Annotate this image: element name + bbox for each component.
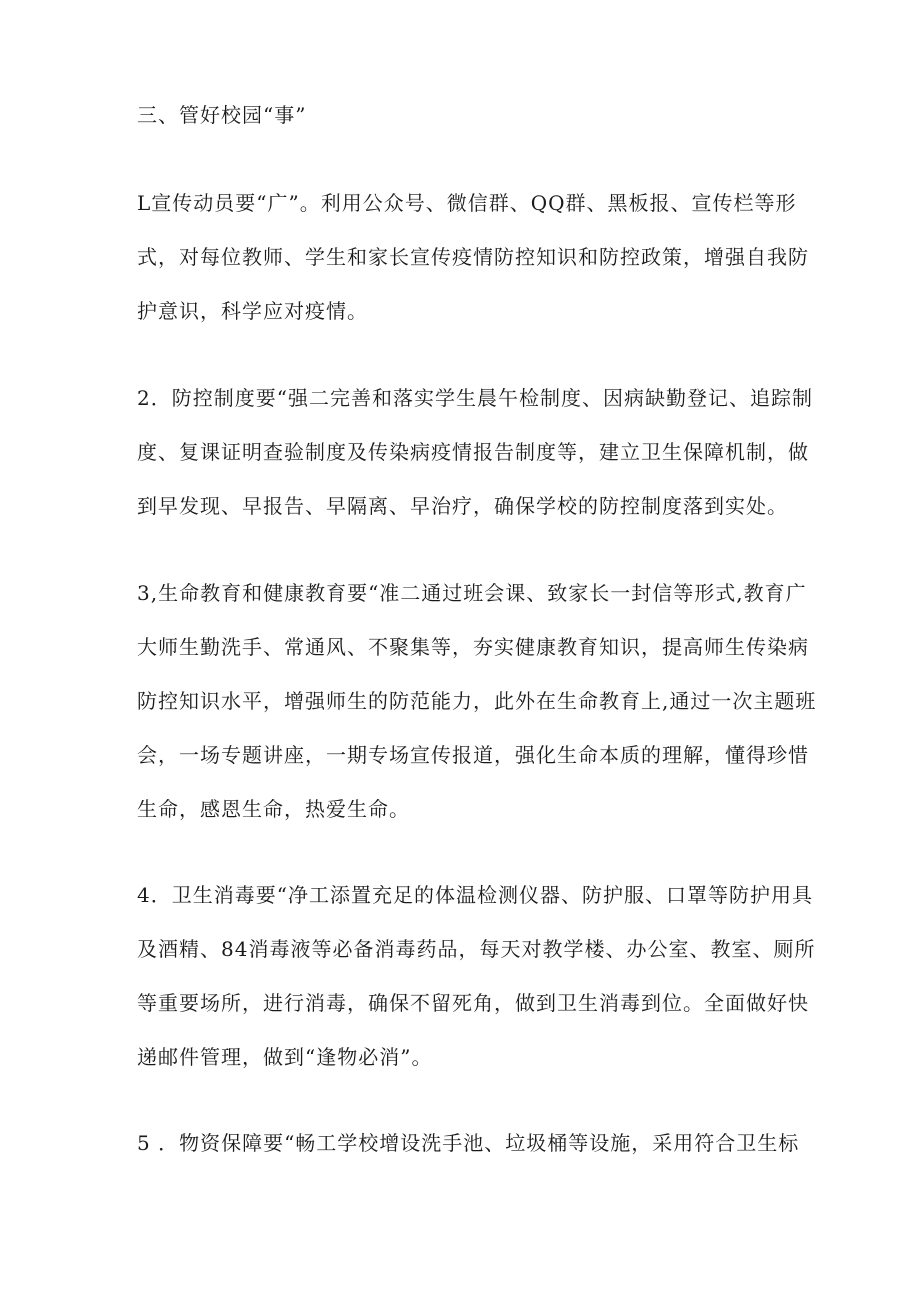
paragraph-line: 式，对每位教师、学生和家长宣传疫情防控知识和防控政策，增强自我防	[137, 245, 809, 269]
paragraph-line: 及酒精、84消毒液等必备消毒药品，每天对教学楼、办公室、教室、厕所	[137, 937, 816, 961]
paragraph-supplies	[137, 1128, 800, 1182]
paragraph-disinfection	[137, 880, 816, 1096]
paragraph-line: 生命，感恩生命，热爱生命。	[137, 797, 410, 821]
paragraph-line: 5 ．物资保障要“畅工学校增设洗手池、垃圾桶等设施，采用符合卫生标	[137, 1131, 800, 1155]
paragraph-health-education	[137, 578, 817, 848]
paragraph-line: 护意识，科学应对疫情。	[137, 299, 368, 323]
paragraph-line: 度、复课证明查验制度及传染病疫情报告制度等，建立卫生保障机制，做	[137, 440, 809, 464]
paragraph-line: 递邮件管理，做到“逢物必消”。	[137, 1045, 433, 1069]
paragraph-line: 2．防控制度要“强二完善和落实学生晨午检制度、因病缺勤登记、追踪制	[137, 386, 813, 410]
paragraph-line: L宣传动员要“广”。利用公众号、微信群、QQ群、黑板报、宣传栏等形	[137, 191, 797, 215]
paragraph-control-system	[137, 383, 813, 545]
paragraph-line: 等重要场所，进行消毒，确保不留死角，做到卫生消毒到位。全面做好快	[137, 991, 809, 1015]
paragraph-line: 大师生勤洗手、常通风、不聚集等，夯实健康教育知识，提高师生传染病	[137, 635, 809, 659]
paragraph-line: 到早发现、早报告、早隔离、早治疗，确保学校的防控制度落到实处。	[137, 494, 788, 518]
paragraph-publicity	[137, 188, 809, 350]
section-heading: 三、管好校园“事”	[137, 103, 307, 127]
paragraph-line: 防控知识水平，增强师生的防范能力，此外在生命教育上,通过一次主题班	[137, 689, 817, 713]
paragraph-line: 会，一场专题讲座，一期专场宣传报道，强化生命本质的理解，懂得珍惜	[137, 743, 809, 767]
paragraph-line: 4．卫生消毒要“净工添置充足的体温检测仪器、防护服、口罩等防护用具	[137, 883, 813, 907]
paragraph-line: 3,生命教育和健康教育要“准二通过班会课、致家长一封信等形式,教育广	[137, 581, 807, 605]
